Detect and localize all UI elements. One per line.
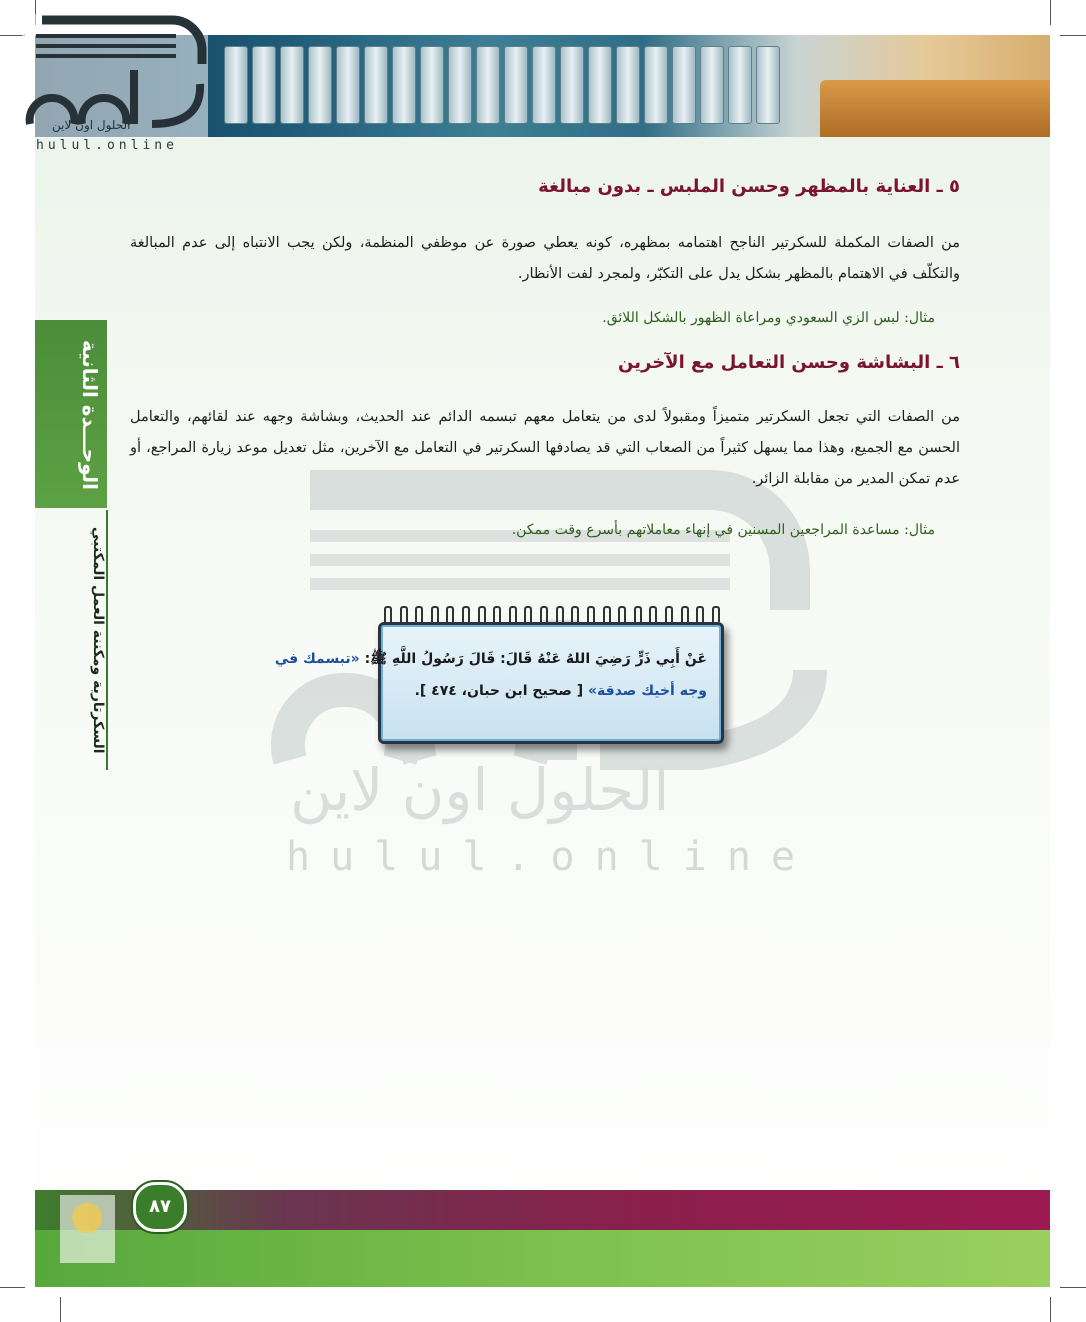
watermark-arabic: الحلول اون لاين bbox=[290, 756, 670, 824]
crop-mark bbox=[1050, 1297, 1051, 1322]
footer-green-band bbox=[35, 1230, 1050, 1287]
hadith-card-body bbox=[274, 622, 724, 744]
section-5-paragraph: من الصفات المكملة للسكرتير الناجح اهتمامه بمظهره، كونه يعطي صورة عن موظفي المنظمة، ولكن يجب الانتباه إلى عدم المبالغة والتكلّف في الاهتمام بالمظهر بشكل يدل على التكبّر، ولمجرد لفت الأنظار. bbox=[130, 235, 960, 282]
logo-subtitle: الحلول اون لاين bbox=[52, 118, 131, 132]
crop-mark bbox=[1050, 0, 1051, 25]
office-desk bbox=[820, 80, 1050, 137]
hadith-line-1 bbox=[274, 643, 707, 675]
section-6-example: مثال: مساعدة المراجعين المسنين في إنهاء معاملاتهم بأسرع وقت ممكن. bbox=[511, 522, 935, 538]
corner-logo bbox=[60, 1195, 115, 1263]
crop-mark bbox=[1060, 1287, 1086, 1288]
logo-url: hulul.online bbox=[36, 138, 178, 153]
hadith-intro: عَنْ أَبِي ذَرٍّ رَضِيَ اللهُ عَنْهُ قَالَ: قَالَ رَسُولُ اللَّهِ ﷺ: bbox=[359, 651, 707, 667]
section-5-example: مثال: لبس الزي السعودي ومراعاة الظهور بالشكل اللائق. bbox=[602, 310, 935, 326]
subject-title: السكرتارية ومكننة العمل المكتبي bbox=[90, 526, 106, 754]
hadith-source: [ صحيح ابن حبان، ٤٧٤ ]. bbox=[414, 683, 584, 699]
footer-band bbox=[35, 1190, 1050, 1230]
binder-shelf bbox=[225, 43, 825, 127]
logo-icon bbox=[72, 1203, 102, 1233]
page-number: ٨٧ bbox=[133, 1182, 187, 1232]
section-6-paragraph: من الصفات التي تجعل السكرتير متميزاً ومقبولاً لدى من يتعامل معهم تبسمه الدائم عند الحديث، وبشاشة وجهه عند لقائهم، والتعامل الحسن مع الجميع، وهذا مما يسهل كثيراً من الصعاب التي قد يصادفها السكرتير في التعامل مع الآخرين، مثل تعديل موعد زيارة المراجع، أو عدم تمكن المدير من مقابلة الزائر. bbox=[130, 409, 960, 487]
crop-mark bbox=[0, 1287, 25, 1288]
crop-mark bbox=[60, 1297, 61, 1322]
hadith-quote-part-1: «تبسمك في bbox=[274, 651, 360, 667]
section-6-heading: ٦ ـ البشاشة وحسن التعامل مع الآخرين bbox=[618, 352, 960, 373]
hadith-line-2 bbox=[395, 675, 707, 707]
watermark-url: hulul.online bbox=[286, 834, 815, 880]
sidebar-divider bbox=[106, 510, 108, 770]
crop-mark bbox=[1060, 35, 1086, 36]
unit-title: الوحـــدة الثانية bbox=[78, 340, 102, 490]
hadith-note-card bbox=[274, 606, 728, 746]
hadith-quote-part-2: وجه أخيك صدقة» bbox=[588, 683, 707, 699]
section-5-heading: ٥ ـ العناية بالمظهر وحسن الملبس ـ بدون مبالغة bbox=[538, 176, 960, 197]
hulul-logo bbox=[22, 14, 208, 153]
